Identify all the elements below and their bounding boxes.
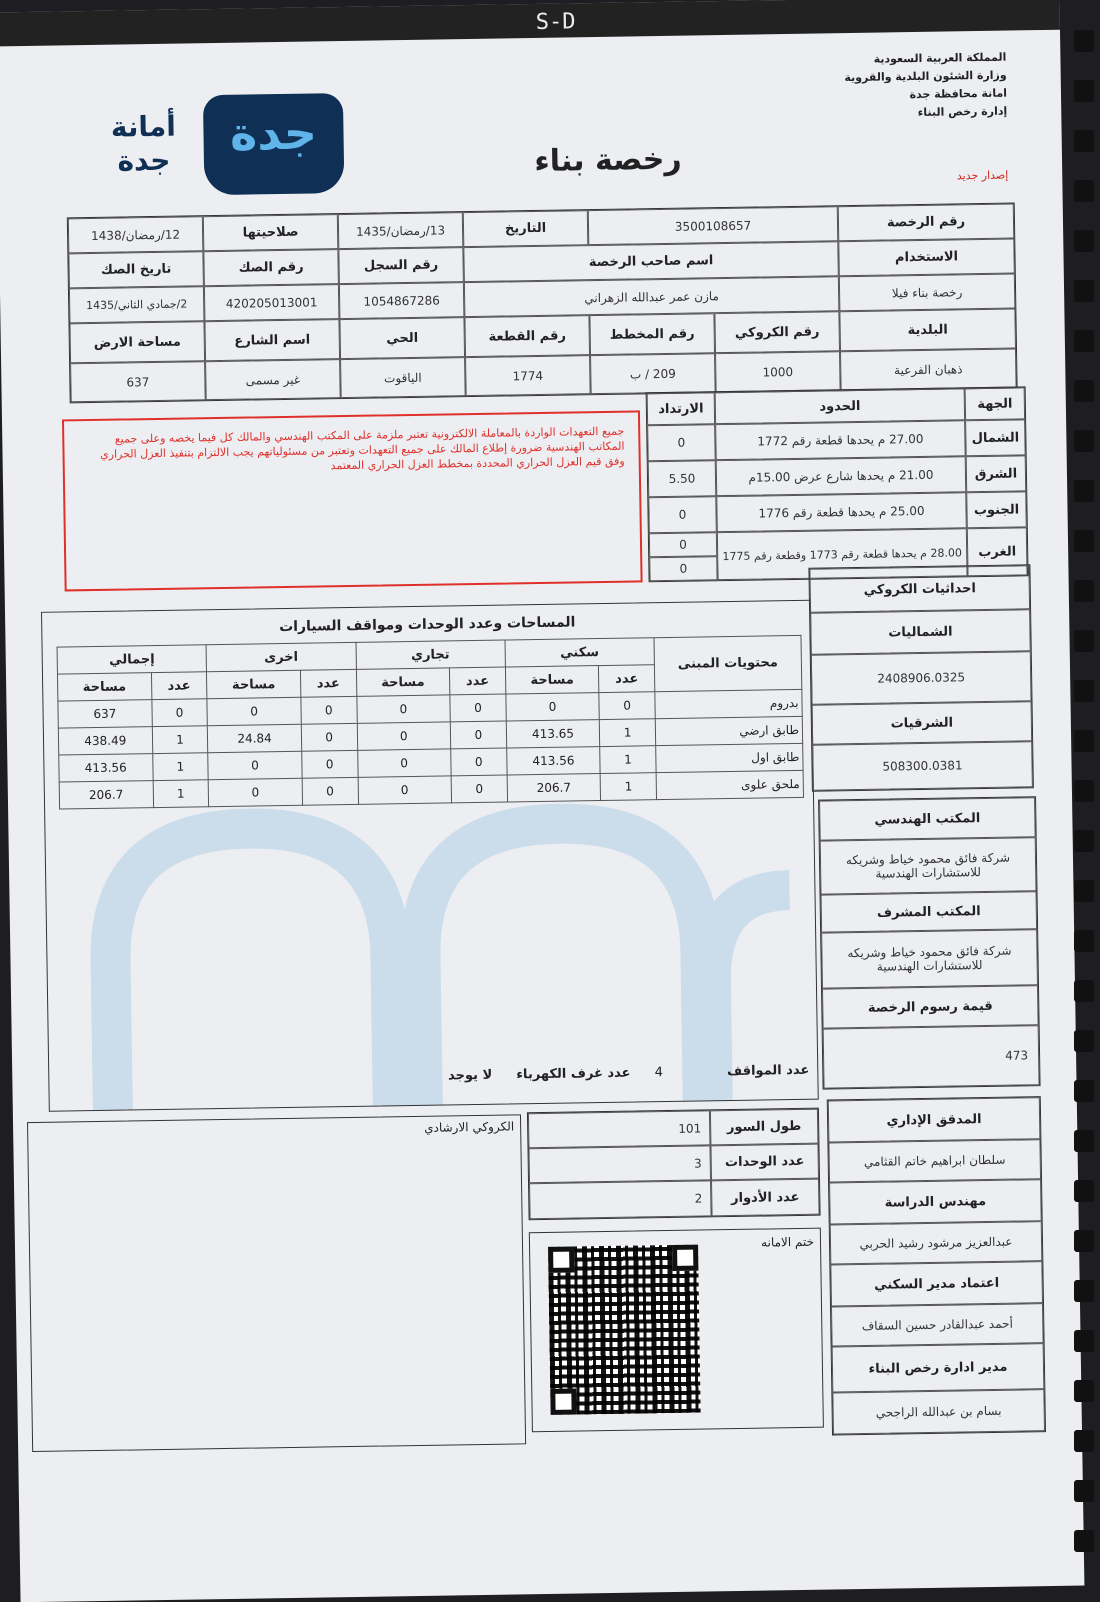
area-header: مساحة	[505, 666, 599, 694]
cell: 413.56	[506, 747, 600, 775]
municipality-label: البلدية	[839, 308, 1016, 351]
validity-value: 12/رمضان/1438	[68, 216, 204, 253]
setback-east: 5.50	[648, 460, 717, 497]
area-header: مساحة	[207, 670, 301, 698]
eng-office-value: شركة فائق محمود خياط وشريكه للاستشارات الهندسية	[820, 837, 1037, 894]
auditor-value: سلطان ابراهيم خاتم القثامي	[828, 1139, 1041, 1182]
group-other: اخرى	[206, 642, 356, 671]
dir-south: الجنوب	[966, 491, 1027, 528]
group-commercial: تجاري	[356, 640, 506, 669]
fence-label: طول السور	[710, 1109, 819, 1146]
count-header: عدد	[151, 672, 207, 700]
owner-value: مازن عمر عبدالله الزهراني	[464, 276, 840, 317]
cell: 413.56	[59, 754, 153, 782]
cell: 637	[58, 700, 152, 728]
plan-label: رقم المخطط	[589, 313, 715, 355]
bound-west: 28.00 م يحدها قطعة رقم 1773 وقطعة رقم 1775	[717, 528, 968, 580]
setback-label: الارتداد	[647, 392, 715, 425]
group-residential: سكني	[505, 638, 655, 667]
cell: 0	[357, 749, 451, 777]
contents-label: محتويات المبنى	[654, 635, 802, 691]
units-label: عدد الوحدات	[710, 1144, 819, 1181]
plot-label: رقم القطعة	[464, 315, 590, 357]
study-label: مهندس الدراسة	[829, 1179, 1042, 1224]
record-value: 1054867286	[339, 282, 465, 319]
units-value: 3	[528, 1145, 711, 1183]
cell: 0	[599, 692, 655, 720]
bounds-table	[646, 386, 1029, 582]
plan-value: 209 / ب	[590, 353, 716, 394]
north-value: 2408906.0325	[811, 651, 1032, 704]
stats-panel	[527, 1108, 821, 1221]
cell: 0	[451, 775, 507, 803]
fee-label: قيمة رسوم الرخصة	[822, 985, 1039, 1028]
offices-panel	[818, 796, 1041, 1089]
floors-value: 2	[529, 1180, 712, 1219]
deed-no-label: رقم الصك	[203, 249, 339, 286]
district-value: الياقوت	[340, 357, 466, 398]
cell: 0	[151, 699, 207, 727]
logo-text: أمانة جدة	[110, 109, 177, 178]
cell: 0	[450, 694, 506, 722]
deed-date-label: تاريخ الصك	[68, 251, 204, 288]
bound-south: 25.00 م يحدها قطعة رقم 1776	[716, 492, 967, 532]
date-label: التاريخ	[463, 210, 589, 247]
cell: 206.7	[59, 781, 153, 809]
plot-value: 1774	[465, 355, 591, 396]
count-header: عدد	[599, 665, 655, 693]
top-strip	[0, 0, 1060, 46]
director-label: مدير ادارة رخص البناء	[832, 1343, 1045, 1392]
north-label: الشماليات	[810, 609, 1031, 654]
owner-label: اسم صاحب الرخصة	[463, 241, 839, 282]
row-name: طابق اول	[656, 743, 803, 772]
approve-value: أحمد عبدالقادر حسين السقاف	[831, 1303, 1044, 1346]
license-no-label: رقم الرخصة	[838, 203, 1015, 241]
bounds-label: الحدود	[715, 388, 965, 424]
area-header: مساحة	[356, 668, 450, 696]
group-total: إجمالي	[57, 645, 207, 674]
cell: 0	[302, 777, 358, 805]
street-value: غير مسمى	[205, 359, 341, 400]
count-header: عدد	[449, 667, 505, 695]
east-value: 508300.0381	[812, 741, 1033, 790]
row-name: بدروم	[655, 689, 802, 718]
license-no-value: 3500108657	[588, 206, 839, 245]
logo-mark-text: جدة	[229, 105, 318, 161]
cell: 0	[207, 697, 301, 725]
area-label: مساحة الارض	[69, 321, 205, 363]
cell: 0	[356, 695, 450, 723]
cell: 0	[451, 748, 507, 776]
row-name: طابق ارضي	[655, 716, 802, 745]
issue-note: إصدار جديد	[956, 168, 1009, 183]
coords-panel	[808, 564, 1033, 791]
count-header: عدد	[300, 669, 356, 697]
gov-line: المملكة العربية السعودية	[873, 50, 1007, 66]
kroki-box-label: الكروكي الارشادي	[424, 1119, 515, 1135]
areas-table	[57, 635, 804, 810]
qr-code-icon	[548, 1245, 701, 1415]
cell: 0	[208, 778, 302, 806]
area-header: مساحة	[57, 673, 151, 701]
cell: 0	[208, 751, 302, 779]
signers-panel	[827, 1096, 1046, 1435]
fence-value: 101	[528, 1110, 711, 1148]
gov-header	[796, 49, 1007, 124]
east-label: الشرقيات	[812, 701, 1033, 744]
areas-title: المساحات وعدد الوحدات ومواقف السيارات	[279, 614, 576, 636]
dir-east: الشرق	[966, 455, 1027, 492]
elec-label: عدد غرف الكهرباء	[516, 1065, 631, 1083]
cell: 0	[506, 693, 600, 721]
cell: 438.49	[58, 727, 152, 755]
cell: 1	[600, 746, 656, 774]
eng-office-label: المكتب الهندسي	[819, 797, 1036, 840]
dir-label: الجهة	[965, 387, 1025, 420]
binder-spiral	[1070, 0, 1096, 1600]
district-label: الحي	[339, 317, 465, 359]
parking-label: عدد المواقف	[726, 1062, 810, 1080]
director-value: بسام بن عبدالله الراجحي	[832, 1389, 1045, 1434]
sup-office-label: المكتب المشرف	[821, 891, 1038, 932]
seal-label: ختم الامانه	[761, 1234, 815, 1250]
logo	[93, 85, 355, 209]
usage-label: الاستخدام	[838, 238, 1015, 276]
gov-line: إدارة رخص البناء	[917, 104, 1008, 119]
cell: 24.84	[208, 724, 302, 752]
cell: 1	[600, 773, 656, 801]
cell: 0	[302, 750, 358, 778]
cell: 1	[152, 726, 208, 754]
auditor-label: المدقق الإداري	[828, 1097, 1041, 1142]
validity-label: صلاحيتها	[203, 214, 339, 251]
floors-label: عدد الأدوار	[711, 1179, 820, 1217]
top-mark: S-D	[535, 9, 576, 35]
kroki-value: 1000	[715, 351, 841, 392]
area-value: 637	[70, 361, 206, 402]
deed-date-value: 2/جمادي الثاني/1435	[69, 286, 205, 323]
setback-extra: 0	[649, 556, 717, 581]
cell: 0	[301, 696, 357, 724]
document-title: رخصة بناء	[534, 141, 682, 180]
elec-value: لا يوجد	[447, 1067, 493, 1084]
gov-line: امانة محافظة جدة	[909, 86, 1008, 102]
bound-east: 21.00 م يحدها شارع عرض 15.00م	[716, 456, 967, 496]
usage-value: رخصة بناء فيلا	[839, 273, 1016, 311]
areas-panel	[41, 600, 819, 1112]
info-grid	[67, 202, 1018, 403]
date-value: 13/رمضان/1435	[338, 212, 464, 249]
setback-north: 0	[647, 424, 716, 461]
municipality-value: ذهبان الفرعية	[840, 348, 1017, 390]
parking-line	[169, 1063, 809, 1088]
seal-box	[529, 1228, 824, 1433]
gov-line: وزارة الشئون البلدية والقروية	[844, 68, 1007, 85]
dir-north: الشمال	[965, 419, 1026, 456]
sup-office-value: شركة فائق محمود خياط وشريكه للاستشارات الهندسية	[821, 929, 1038, 988]
record-label: رقم السجل	[338, 247, 464, 284]
approve-label: اعتماد مدير السكني	[830, 1261, 1043, 1306]
deed-no-value: 420205013001	[204, 284, 340, 321]
cell: 1	[600, 719, 656, 747]
parking-value: 4	[654, 1065, 664, 1081]
cell: 0	[301, 723, 357, 751]
cell: 206.7	[507, 774, 601, 802]
coords-title: احداثيات الكروكي	[809, 565, 1030, 612]
cell: 1	[152, 753, 208, 781]
street-label: اسم الشارع	[204, 319, 340, 361]
setback-south: 0	[648, 496, 717, 533]
study-value: عبدالعزيز مرشود رشيد الحربي	[830, 1221, 1043, 1264]
dir-west: الغرب	[967, 527, 1028, 576]
bound-north: 27.00 م يحدها قطعة رقم 1772	[715, 420, 966, 460]
kroki-box	[27, 1114, 526, 1452]
setback-west: 0	[649, 532, 717, 557]
notice-box: جميع التعهدات الواردة بالمعاملة الالكترونية تعتبر ملزمة على المكتب الهندسي والمالك كل فيما يخصه وعلى جميع المكاتب الهندسية ضرورة إطلاع المالك على جميع التعهدات وتعتبر من مسئولياتهم يجب الالتزام بتنفيذ العزل الحراري وفق قيم العزل الحراري المحددة بمخطط العزل الحراري المعتمد	[62, 410, 643, 591]
cell: 1	[153, 780, 209, 808]
row-name: ملحق علوى	[656, 770, 803, 799]
cell: 413.65	[506, 720, 600, 748]
kroki-label: رقم الكروكي	[714, 311, 840, 353]
cell: 0	[357, 722, 451, 750]
cell: 0	[358, 776, 452, 804]
cell: 0	[450, 721, 506, 749]
fee-value: 473	[823, 1025, 1040, 1088]
